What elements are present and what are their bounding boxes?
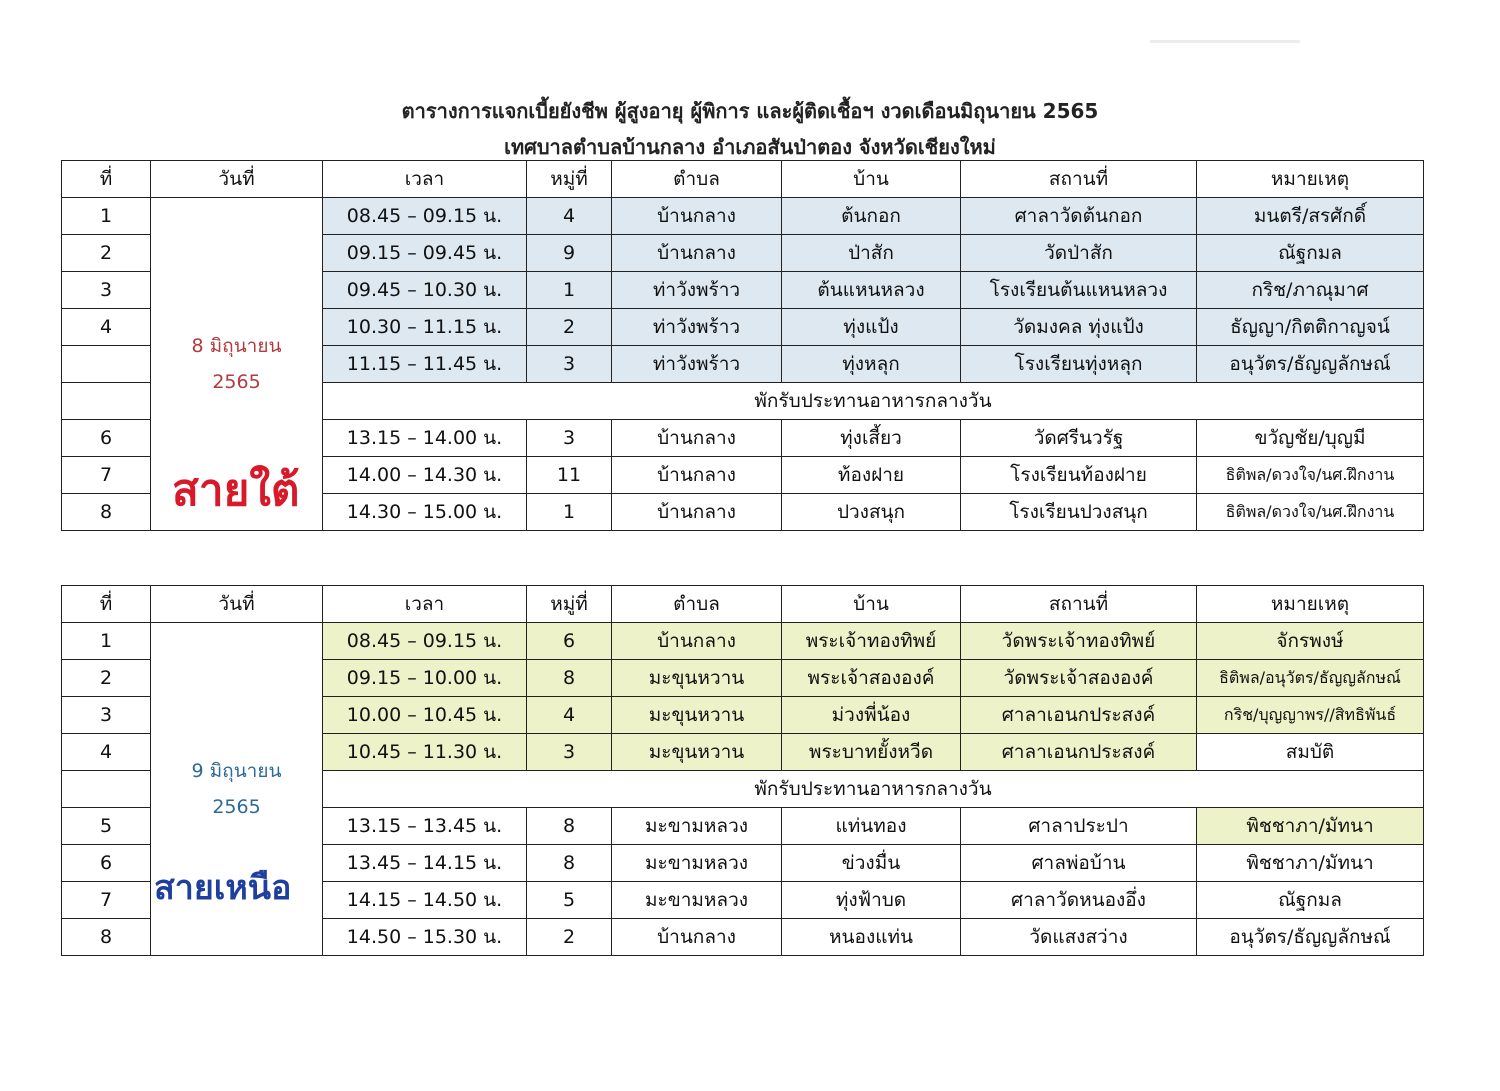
cell-moo: 3 <box>527 346 612 383</box>
cell-moo: 1 <box>527 494 612 531</box>
date-line2: 2565 <box>212 796 261 818</box>
cell-note: อนุวัตร/ธัญญลักษณ์ <box>1197 346 1424 383</box>
table-header-row <box>62 161 1424 198</box>
cell-tambon: ท่าวังพร้าว <box>612 272 782 309</box>
cell-place: ศาลพ่อบ้าน <box>961 845 1197 882</box>
cell-moo: 2 <box>527 919 612 956</box>
cell-moo: 4 <box>527 198 612 235</box>
document-title: ตารางการแจกเบี้ยยังชีพ ผู้สูงอายุ ผู้พิการ และผู้ติดเชื้อฯ งวดเดือนมิถุนายน 2565 <box>401 99 1099 123</box>
cell-note: พิชชาภา/มัทนา <box>1197 808 1424 845</box>
cell-time: 09.15 – 09.45 น. <box>323 235 527 272</box>
cell-no: 2 <box>62 660 151 697</box>
header-moo: หมู่ที่ <box>527 161 612 198</box>
cell-no: 3 <box>62 272 151 309</box>
header-tambon: ตำบล <box>612 586 782 623</box>
cell-tambon: ท่าวังพร้าว <box>612 346 782 383</box>
cell-no <box>62 383 151 420</box>
cell-tambon: บ้านกลาง <box>612 623 782 660</box>
cell-time: 14.50 – 15.30 น. <box>323 919 527 956</box>
header-place: สถานที่ <box>961 161 1197 198</box>
cell-note: ธิติพล/อนุวัตร/ธัญญลักษณ์ <box>1197 660 1424 697</box>
cell-note: ธัญญา/กิตติกาญจน์ <box>1197 309 1424 346</box>
cell-no: 7 <box>62 882 151 919</box>
cell-moo: 1 <box>527 272 612 309</box>
cell-tambon: มะขามหลวง <box>612 845 782 882</box>
cell-place: วัดป่าสัก <box>961 235 1197 272</box>
cell-note: อนุวัตร/ธัญญลักษณ์ <box>1197 919 1424 956</box>
cell-moo: 8 <box>527 660 612 697</box>
cell-time: 13.15 – 14.00 น. <box>323 420 527 457</box>
cell-village: ทุ่งฟ้าบด <box>782 882 961 919</box>
cell-time: 10.45 – 11.30 น. <box>323 734 527 771</box>
lunch-break-label: พักรับประทานอาหารกลางวัน <box>323 771 1424 808</box>
cell-place: วัดมงคล ทุ่งแป้ง <box>961 309 1197 346</box>
cell-moo: 11 <box>527 457 612 494</box>
cell-time: 13.15 – 13.45 น. <box>323 808 527 845</box>
cell-tambon: บ้านกลาง <box>612 198 782 235</box>
cell-note: สมบัติ <box>1197 734 1424 771</box>
cell-time: 08.45 – 09.15 น. <box>323 198 527 235</box>
cell-place: ศาลาเอนกประสงค์ <box>961 734 1197 771</box>
cell-no <box>62 346 151 383</box>
cell-village: ข่วงมื่น <box>782 845 961 882</box>
cell-tambon: บ้านกลาง <box>612 235 782 272</box>
cell-place: โรงเรียนปวงสนุก <box>961 494 1197 531</box>
cell-moo: 2 <box>527 309 612 346</box>
cell-village: ปวงสนุก <box>782 494 961 531</box>
header-time: เวลา <box>323 161 527 198</box>
header-date: วันที่ <box>151 586 323 623</box>
cell-no: 6 <box>62 420 151 457</box>
cell-place: โรงเรียนท้องฝาย <box>961 457 1197 494</box>
date-line2: 2565 <box>212 371 261 393</box>
cell-place: วัดพระเจ้าสององค์ <box>961 660 1197 697</box>
header-place: สถานที่ <box>961 586 1197 623</box>
cell-village: ทุ่งแป้ง <box>782 309 961 346</box>
cell-no: 1 <box>62 198 151 235</box>
cell-note: ขวัญชัย/บุญมี <box>1197 420 1424 457</box>
table-header-row <box>62 586 1424 623</box>
cell-no: 8 <box>62 494 151 531</box>
cell-village: แท่นทอง <box>782 808 961 845</box>
cell-place: โรงเรียนต้นแหนหลวง <box>961 272 1197 309</box>
cell-village: พระเจ้าสององค์ <box>782 660 961 697</box>
cell-place: ศาลาเอนกประสงค์ <box>961 697 1197 734</box>
cell-tambon: บ้านกลาง <box>612 420 782 457</box>
cell-no: 7 <box>62 457 151 494</box>
cell-no: 5 <box>62 808 151 845</box>
zone-label-south: สายใต้ <box>172 465 300 516</box>
cell-note: ธิติพล/ดวงใจ/นศ.ฝึกงาน <box>1197 457 1424 494</box>
cell-moo: 8 <box>527 808 612 845</box>
cell-moo: 3 <box>527 420 612 457</box>
cell-note: พิชชาภา/มัทนา <box>1197 845 1424 882</box>
cell-place: โรงเรียนทุ่งหลุก <box>961 346 1197 383</box>
cell-moo: 4 <box>527 697 612 734</box>
cell-no: 4 <box>62 309 151 346</box>
date-line1: 9 มิถุนายน <box>191 760 282 782</box>
cell-moo: 5 <box>527 882 612 919</box>
cell-note: มนตรี/สรศักดิ์ <box>1197 198 1424 235</box>
scan-mark <box>1150 40 1300 43</box>
cell-no: 1 <box>62 623 151 660</box>
cell-time: 14.00 – 14.30 น. <box>323 457 527 494</box>
header-village: บ้าน <box>782 586 961 623</box>
header-tambon: ตำบล <box>612 161 782 198</box>
cell-place: วัดพระเจ้าทองทิพย์ <box>961 623 1197 660</box>
header-note: หมายเหตุ <box>1197 161 1424 198</box>
cell-time: 08.45 – 09.15 น. <box>323 623 527 660</box>
header-moo: หมู่ที่ <box>527 586 612 623</box>
cell-village: พระบาทยั้งหวีด <box>782 734 961 771</box>
header-no: ที่ <box>62 161 151 198</box>
cell-tambon: มะขุนหวาน <box>612 734 782 771</box>
cell-place: ศาลาประปา <box>961 808 1197 845</box>
table-row <box>62 198 1424 235</box>
cell-note: ณัฐกมล <box>1197 882 1424 919</box>
cell-moo: 8 <box>527 845 612 882</box>
cell-no: 3 <box>62 697 151 734</box>
cell-time: 10.00 – 10.45 น. <box>323 697 527 734</box>
cell-time: 09.15 – 10.00 น. <box>323 660 527 697</box>
cell-no: 6 <box>62 845 151 882</box>
cell-moo: 6 <box>527 623 612 660</box>
cell-place: วัดแสงสว่าง <box>961 919 1197 956</box>
cell-note: กริช/บุญญาพร//สิทธิพันธ์ <box>1197 697 1424 734</box>
zone-label-north: สายเหนือ <box>154 868 292 908</box>
cell-no: 2 <box>62 235 151 272</box>
cell-tambon: บ้านกลาง <box>612 494 782 531</box>
header-time: เวลา <box>323 586 527 623</box>
cell-village: พระเจ้าทองทิพย์ <box>782 623 961 660</box>
cell-moo: 3 <box>527 734 612 771</box>
cell-tambon: บ้านกลาง <box>612 919 782 956</box>
cell-moo: 9 <box>527 235 612 272</box>
cell-village: ม่วงพี่น้อง <box>782 697 961 734</box>
cell-village: ต้นแหนหลวง <box>782 272 961 309</box>
cell-time: 09.45 – 10.30 น. <box>323 272 527 309</box>
cell-place: วัดศรีนวรัฐ <box>961 420 1197 457</box>
cell-note: ณัฐกมล <box>1197 235 1424 272</box>
cell-time: 11.15 – 11.45 น. <box>323 346 527 383</box>
date-line1: 8 มิถุนายน <box>191 335 282 357</box>
cell-place: ศาลาวัดต้นกอก <box>961 198 1197 235</box>
table-row <box>62 623 1424 660</box>
header-note: หมายเหตุ <box>1197 586 1424 623</box>
cell-village: ทุ่งเสี้ยว <box>782 420 961 457</box>
cell-note: จักรพงษ์ <box>1197 623 1424 660</box>
cell-village: หนองแท่น <box>782 919 961 956</box>
cell-village: ต้นกอก <box>782 198 961 235</box>
cell-tambon: มะขุนหวาน <box>612 660 782 697</box>
cell-tambon: มะขามหลวง <box>612 882 782 919</box>
cell-village: ท้องฝาย <box>782 457 961 494</box>
cell-village: ทุ่งหลุก <box>782 346 961 383</box>
document-subtitle: เทศบาลตำบลบ้านกลาง อำเภอสันป่าตอง จังหวัดเชียงใหม่ <box>504 135 996 159</box>
cell-place: ศาลาวัดหนองอึ่ง <box>961 882 1197 919</box>
cell-note: ธิติพล/ดวงใจ/นศ.ฝึกงาน <box>1197 494 1424 531</box>
cell-time: 14.15 – 14.50 น. <box>323 882 527 919</box>
cell-tambon: ท่าวังพร้าว <box>612 309 782 346</box>
cell-tambon: บ้านกลาง <box>612 457 782 494</box>
cell-note: กริช/ภาณุมาศ <box>1197 272 1424 309</box>
cell-tambon: มะขามหลวง <box>612 808 782 845</box>
cell-village: ป่าสัก <box>782 235 961 272</box>
cell-no: 8 <box>62 919 151 956</box>
lunch-break-label: พักรับประทานอาหารกลางวัน <box>323 383 1424 420</box>
cell-time: 10.30 – 11.15 น. <box>323 309 527 346</box>
header-date: วันที่ <box>151 161 323 198</box>
cell-time: 13.45 – 14.15 น. <box>323 845 527 882</box>
cell-no: 4 <box>62 734 151 771</box>
header-village: บ้าน <box>782 161 961 198</box>
cell-no <box>62 771 151 808</box>
cell-time: 14.30 – 15.00 น. <box>323 494 527 531</box>
header-no: ที่ <box>62 586 151 623</box>
cell-tambon: มะขุนหวาน <box>612 697 782 734</box>
